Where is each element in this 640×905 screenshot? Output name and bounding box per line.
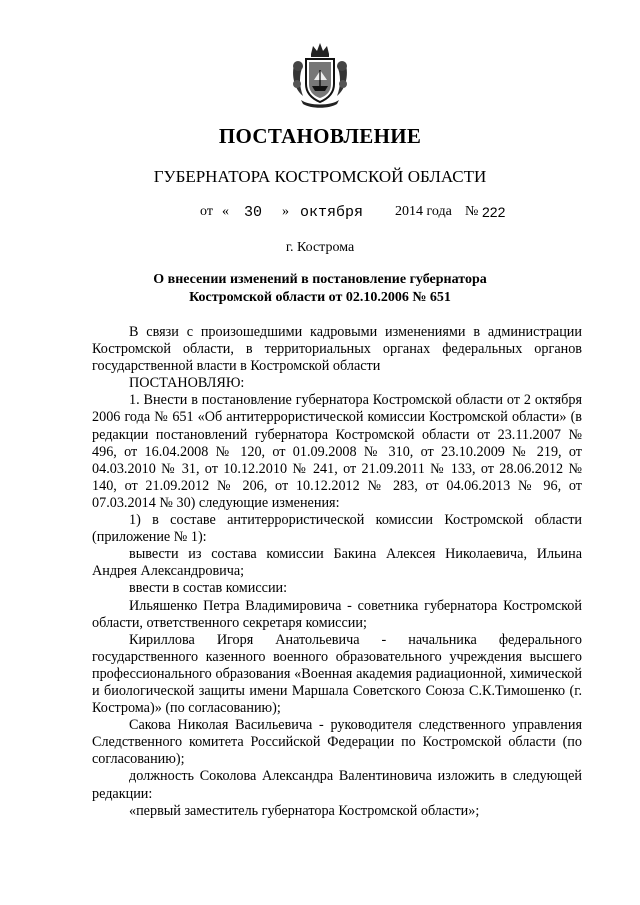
date-from-label: от bbox=[200, 204, 213, 219]
paragraph-remove-members: вывести из состава комиссии Бакина Алексея Николаевича, Ильина Андрея Александровича; bbox=[92, 546, 582, 580]
date-quote-open: « bbox=[222, 204, 229, 219]
document-title: ПОСТАНОВЛЕНИЕ bbox=[218, 124, 422, 148]
heading-line-1: О внесении изменений в постановление губернатора bbox=[153, 272, 487, 287]
date-year: 2014 года bbox=[395, 204, 452, 219]
paragraph-add-members: ввести в состав комиссии: bbox=[129, 580, 288, 597]
paragraph-member-kirillov: Кириллова Игоря Анатольевича - начальника федерального государственного казенного военного образовательного учреждения высшего профессионального образования «Военная академия радиационной, химической и биологической защиты имени Маршала Советского Союза С.К.Тимошенко (г. Кострома)» (по согласованию); bbox=[92, 631, 582, 717]
date-month: октября bbox=[300, 204, 364, 221]
date-day: 30 bbox=[244, 204, 263, 221]
document-body bbox=[92, 324, 582, 820]
document-number: 222 bbox=[482, 204, 506, 220]
paragraph-subitem-1: 1) в составе антитеррористической комиссии Костромской области (приложение № 1): bbox=[92, 512, 582, 546]
date-quote-close: » bbox=[282, 204, 289, 219]
number-sign: № bbox=[465, 204, 479, 219]
paragraph-resolve: ПОСТАНОВЛЯЮ: bbox=[129, 375, 245, 392]
paragraph-new-position: «первый заместитель губернатора Костромской области»; bbox=[129, 802, 480, 819]
city: г. Кострома bbox=[285, 240, 355, 255]
paragraph-member-sakov: Сакова Николая Васильевича - руководителя следственного управления Следственного комитета Российской Федерации по Костромской области (по согласованию); bbox=[92, 717, 582, 768]
document-heading bbox=[0, 271, 640, 307]
heading-line-2: Костромской области от 02.10.2006 № 651 bbox=[189, 290, 451, 305]
document-subtitle: ГУБЕРНАТОРА КОСТРОМСКОЙ ОБЛАСТИ bbox=[153, 167, 487, 186]
paragraph-member-ilyashenko: Ильяшенко Петра Владимировича - советника губернатора Костромской области, ответственного секретаря комиссии; bbox=[92, 597, 582, 631]
paragraph-preamble: В связи с произошедшими кадровыми изменениями в администрации Костромской области, в территориальных органах федеральных органов государственной власти в Костромской области bbox=[92, 324, 582, 375]
paragraph-item-1: 1. Внести в постановление губернатора Костромской области от 2 октября 2006 года № 651 «Об антитеррористической комиссии Костромской области» (в редакции постановлений губернатора Костромской области от 23.11.2007 № 496, от 16.04.2008 № 120, от 01.09.2008 № 310, от 23.10.2009 № 219, от 04.03.2010 № 31, от 10.12.2010 № 241, от 21.09.2011 № 133, от 28.06.2012 № 140, от 21.09.2012 № 206, от 10.12.2012 № 283, от 04.06.2013 № 96, от 07.03.2014 № 30) следующие изменения: bbox=[92, 392, 582, 511]
paragraph-position-sokolov: должность Соколова Александра Валентиновича изложить в следующей редакции: bbox=[92, 768, 582, 802]
coat-of-arms-emblem bbox=[289, 40, 351, 110]
